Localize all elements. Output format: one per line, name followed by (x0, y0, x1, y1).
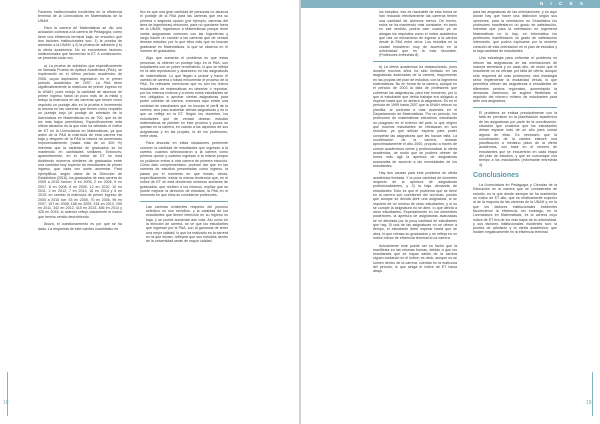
right-page-column-2 (473, 10, 557, 416)
quote-divider (373, 61, 457, 62)
paragraph: a) La prueba de admisión que especificamente es llamada Prueba de Aptitud Académica (PAA), se implementó en el último periodo académico de 2006, cuyos aspirantes ingresaron en el primer periodo académico de 2007. La PAA tiene significativamente la matrícula de primer ingreso en la UNAH, pues redujo la cantidad de alumnos de primer ingreso hasta un poco más de la mitad y redujo la matrícula en las carreras que tienen cómo requisito un puntaje alto en la prueba e incrementó la misma en las carreras que tienen como requisito un puntaje bajo (el puntaje de admisión de la licenciatura en Matemáticas es de 700, que es de los más bajos permitidos). Específicamente esta última situación es la que más ha afectado el índice de ET en la Licenciatura en Matemáticas, ya que antes de la PAA la matrícula de esta carrera era baja y después de la PAA la misma ha aumentado exponencialmente (hasta más de un 500 %) mientras que la cantidad de graduados se ha mantenido en cantidades similares. Entonces, aparentemente, en el índice de ET se está dividiendo números similares de graduados entre una cantidad muy superior de estudiantes de primer ingreso, que cada vez suele aumentar. Para ejemplificar, según datos de la Dirección de Estadística (2016), los graduados de esta carrera de 2005 a 2015 fueron: 6 en 2005, 2 en 2006, 5 en 2007, 8 en 2008, 6 en 2009, 12 en 2010, 10 en 2011, 2 en 2012, 7 en 2013, 16 en 2014 y 8 en 2015; en cambio la matrícula de primer ingreso de 2005 a 2015 fue: 53 en 2005, 70 en 2006, 96 en 2007, 157 en 2008, 158 en 2009, 234 en 2010, 295 en 2011, 342 en 2012, 410 en 2013, 466 en 2014 y 426 en 2015; lo anterior reflejó claramente el índice que hemos venido describiendo. (38, 63, 122, 219)
paragraph: Ahora, el cuestionamiento es por qué se ha dado. La respuesta de este cambio cuantitativo es (38, 222, 122, 231)
quote-divider (473, 107, 557, 108)
right-page (301, 0, 600, 424)
paragraph: Hay dos causas para este problema de oferta académica limitada. Y la poca cantidad de docentes respecto de la apertura de asignaturas profesionalizantes, y 2) la baja demanda de estudiantes. Esto es que el problema que se tiene en la carrera son cuestiones del currículo, puesto que aunque se decida abrir una asignatura, si se requiere de un mínimo de cinco estudiantes, y si no se cumple la asignatura no se abre, lo que afecta a otros estudiantes. Especialmente en los semestres posteriores, la apertura de asignaturas avanzadas se ve afectada por la poca cantidad de estudiantes que hay. Si una de las asignaturas no se ofrece a tiempo, el estudiante debe esperar hasta que se abra, lo que retrasa su graduación y se refleja en un índice menor de eficiencia terminal en la carrera. (373, 171, 457, 240)
paragraph: Para ahondar en estas situaciones pertinente conocer la cantidad de estudiantes que ingresan a la carrera, cuántos seleccionaron a la carrera como primera opción y cuántos ingresan a la misma porque no pudieron entrar a otra carrera de primera elección. Cómo dato complementario, podrían dar que en las carreras de estudios presentadas como ingreso, la pasan por el momento en que inician; ahora, específicamente, existe la misma tendencia que, en el índice de ET se está dividiendo números similares de graduados, que reciben a los mismos, explica que se puede mejorar la dirección de estudios; la PAA en el momento en que ellos se consideran profesores. (140, 141, 228, 198)
paragraph: para las asignaturas de las orientaciones, y es aquí donde hay que hacer una distinción según sus opiniones; para la orientación en Estadística los profesores manifestaron un grado de satisfacción, mientras que para la orientación en Ingeniería Matemáticas no la hay; en Informática los profesores manifestaron un grado de satisfacción intermedio, que podría explicarse por la reciente creación de esta orientación en el plan de estudios y la baja cantidad de estudiantes. (473, 10, 557, 53)
paragraph: Factores institucionales incidentes en la eficiencia terminal de la Licenciatura en Matemáticas de la UNAH. (38, 10, 122, 23)
paragraph: Una estrategia para enfrentar el problema es ofrecer las asignaturas de las orientaciones de manera semestral y no cada año, de modo que el estudiante no se retrase por falta de oferta, aunque esto requerirá de más profesores; otra estrategia sería implementar la modalidad virtual, lo que permitiría ofrecer las asignaturas a estudiantes de diferentes centros regionales, aumentando la demanda. Asimismo, se sugiere flexibilizar el requisito del número mínimo de estudiantes para abrir una asignatura. (473, 56, 557, 104)
left-page-number: 18 (3, 400, 9, 406)
paragraph: b) La oferta académica ha obstaculizado, pues durante muchos años ha sido limitado en las asignaturas avanzadas de la carrera, mayormente en las propias del plan de estudios, con la ingeniería matemáticas. No en forma de la carrera, aunque en el periodo de 2003 la falta de profesores que cubrieran las asignaturas, para ese momento, por lo que el estudiante que debía trabajar era obligado a esperar hasta que se abriera la asignatura. Es en el periodo de 1999 hasta 2007 que la UNAH reforzó su plantilla, al contratar a más docentes en el Departamento de Matemáticas. Por un periodo, los profesores de matemáticas estuvieron estudiando un posgrado en el exterior del país, lo que originó que muchos estudiantes se retrasaran en sus estudios, ya que debían esperar para poder completar las asignaturas que les hacían falta. La coordinación de la carrera, durante aproximadamente el año 2000, propuso a través de cursos académicos cerrar y profesionalizar la oferta académica, de modo que se pudiera ofrecer de forma más ágil la apertura de asignaturas avanzadas de acuerdo a las necesidades de los estudiantes. (373, 64, 457, 168)
right-margin-rule (592, 372, 593, 416)
left-page (0, 0, 299, 424)
section-heading-conclusiones: Conclusiones (473, 172, 519, 179)
block-quote: Las carreras existentes respecto del proceso selectivo no son sencillos, y la cantidad de los estudiantes que tienen intención en su ingreso es baja, y se puede aumentar aún más. Así como en la elección de carrera, se ve que los estudiantes que ingresan por la PAA, con la ganancia de tener una mejor calidad, lo que ha realizado en la carrera en la que inician, reflejará que sus estudios dentro de la universidad serán de mayor calidad. (146, 204, 228, 244)
left-page-column-2 (140, 10, 228, 416)
left-page-column-1 (38, 10, 122, 416)
quote-divider (140, 201, 228, 202)
running-header (301, 0, 600, 8)
right-page-column-1 (373, 10, 457, 416)
paragraph: Actualmente este puede ser un factor que la manifiesta en las mismas formas, debido a que los estudiantes que se hayan salido de la carrera siguen contando en el índice; es decir, aunque no se sumen dentro de la carrera, cuentan en la matrícula del período, lo que sesga el índice de ET hacia abajo. (373, 243, 457, 274)
block-quote: los estudios, eso es razonable de esta forma se han reducido efectivamente las carreras tienen una cantidad de alumnos menor. De hecho, estos se ha mantenido más constante; en tanto en ese sentido, podría caer cuando ya se alargan los requisitos como el índice académico que usa un mecanismo de ingreso a la carrera desde la PAA entre otros. Los estudios en la ciudad estuvieron muy de acuerdo en la universidad que es la más favorable. (Profesores entrevista 8). (379, 10, 457, 58)
left-margin-rule (7, 372, 8, 416)
paragraph: Para la carrera de Matemáticas se dio una actuación contraria a la carrera de Pedagogía, como tiene una eficiencia terminal baja, se encontró que dos factores institucionales son: 1) la prueba de admisión a la UNAH; y 2) la prueba de admisión y b) la oferta académica. No se encontraron factores institucionales que favorecían la ET. A continuación, se presenta cada uno. (38, 26, 122, 61)
running-header-label: N I C E S (539, 1, 586, 6)
paragraph: tivo es que una gran cantidad de personas no alcanza el puntaje de la PAA para las carreras que era su primera o segunda opción (por ejemplo, carreras del área de ingenierías) entonces, para no quedarse fuera de la UNAH, ingresaron a Matemáticas porque tiene varias asignaturas comunes con las Ingenierías y luego hacen un cambio a las carreras que de verdad desean estudiar; por lo que ellos más que no buscan graduarse en Matemáticas, lo que se observa en el número de graduados. (140, 10, 228, 53)
block-quote: El problema se enlaza principalmente con la falta de previsión en la planificación académica de las asignaturas por parte de la coordinación, situación que ocasiona que los estudiantes deban esperar más de un año para cursar alguna de ellas. Es necesario que la coordinación de la carrera elabore una planificación a mediano plazo de la oferta académica, con base en el número de estudiantes que se encuentran en cada etapa del plan de estudios, y que se comunique con tiempo a los estudiantes (Informante entrevista 4). (479, 110, 557, 167)
paragraph: La Licenciatura en Pedagogía y Ciencias de la Educación es la carrera que se consideraba de estudio, en la que desde siempre se ha mantenido un índice de ET alto, que es relativamente superior al de la mayoría de las carreras de la UNAH y, en la que los factores institucionales incidentes favorecieron la eficiencia; sin embargo, en la Licenciatura en Matemáticas, es la carrera cuyo índice de ET era de los más bajos de la universidad, y sus factores institucionales incidentes son: la prueba de admisión y la oferta académica, que inciden negativamente en la eficiencia terminal. (473, 183, 557, 235)
paragraph: Algo que aumenta el problema es que estas personas, al obtener un puntaje bajo en la PAA, son estudiantes con un pobre rendimiento, lo que se refleja en la alta reprobación y abandono en las asignaturas de matemáticas. Lo que llegan a probar y hacer el cambio de carrera o hasta ennumeran el proceso de la PAA. Es relevante mencionar que no son los únicos estudiantes de matemáticas en desertar o reprobar, por los mismos motivos y a veces estos estudiantes se ven obligados a aprobar ciertas asignaturas para poder cambiar de carrera, entonces aquí existe una cantidad de estudiantes que no buscan el perfil de la carrera, sino para sustentar ciertas asignaturas y es lo que se refleja en la ET. Según los docentes, los estudiantes que de verdad desean estudiar matemáticas se pierden en este proceso y pocos se quedan en la carrera, en cuanto a los aspectos de sus asignaturas y en las propias, la de los profesores, entre otras. (140, 56, 228, 138)
right-page-number: 19 (586, 400, 592, 406)
